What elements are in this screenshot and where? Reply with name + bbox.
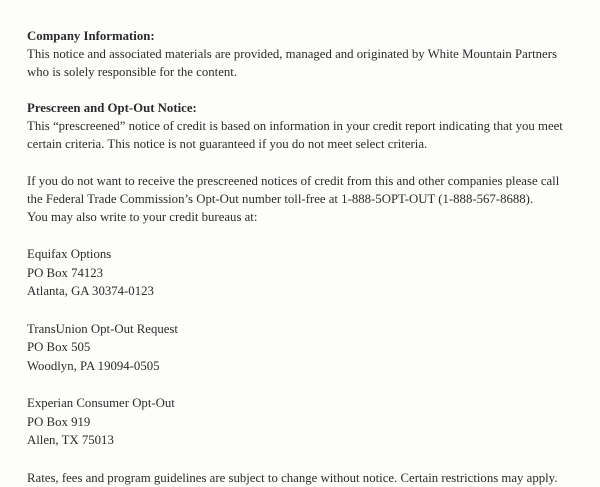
bureau-po-box: PO Box 74123 xyxy=(27,265,104,280)
bureau-po-box: PO Box 919 xyxy=(27,414,91,429)
prescreen-heading: Prescreen and Opt-Out Notice: xyxy=(27,101,197,115)
bureau-city: Woodlyn, PA 19094-0505 xyxy=(27,358,160,373)
prescreen-text: This “prescreened” notice of credit is based on information in your credit report indicating that you meet certain criteria. This notice is not guaranteed if you do not meet select criteria. xyxy=(27,119,563,151)
company-info-text: This notice and associated materials are provided, managed and originated by White Mountain Partners who is solely responsible for the content. xyxy=(27,47,557,79)
experian-address xyxy=(27,394,570,450)
opt-out-section xyxy=(27,172,570,226)
bureau-city: Allen, TX 75013 xyxy=(27,433,114,447)
company-info-heading: Company Information: xyxy=(27,29,155,43)
bureau-city: Atlanta, GA 30374-0123 xyxy=(27,284,154,298)
opt-out-instructions: If you do not want to receive the prescreened notices of credit from this and other companies please call the Federal Trade Commission’s Opt-Out number toll-free at 1-888-5OPT-OUT (1-888-567-8688). xyxy=(27,174,560,206)
company-info-section xyxy=(27,27,570,81)
bureau-name: TransUnion Opt-Out Request xyxy=(27,321,178,336)
transunion-address xyxy=(27,320,570,376)
disclaimer-text: Rates, fees and program guidelines are subject to change without notice. Certain restrictions may apply. xyxy=(27,470,558,485)
write-bureaus-text: You may also write to your credit bureaus at: xyxy=(27,210,258,224)
bureau-name: Experian Consumer Opt-Out xyxy=(27,396,175,410)
prescreen-section xyxy=(27,99,570,153)
bureau-po-box: PO Box 505 xyxy=(27,340,91,354)
equifax-address xyxy=(27,245,570,301)
bureau-name: Equifax Options xyxy=(27,247,112,261)
